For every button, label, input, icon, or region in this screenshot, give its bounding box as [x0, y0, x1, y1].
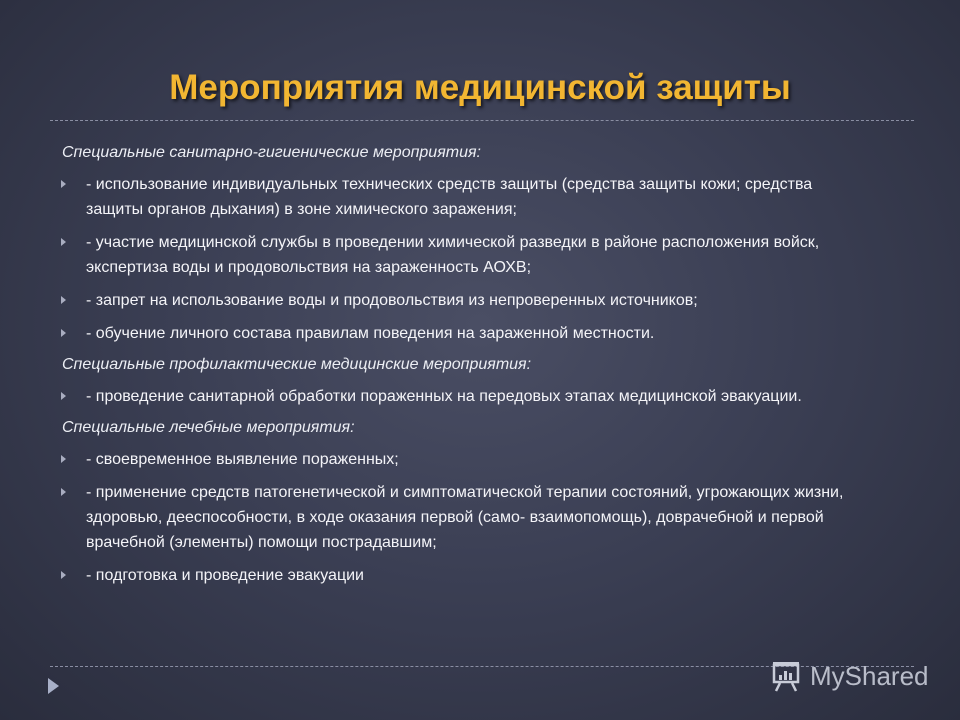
list-item: [62, 230, 872, 280]
list-item: [62, 384, 872, 409]
list-item: [62, 563, 872, 588]
bullet-arrow-icon: [61, 180, 66, 188]
list-item-text: - подготовка и проведение эвакуации: [86, 567, 364, 584]
bullet-arrow-icon: [61, 392, 66, 400]
next-slide-arrow-icon[interactable]: [48, 678, 59, 694]
list-item-text: - своевременное выявление пораженных;: [86, 451, 399, 468]
section-heading: Специальные лечебные мероприятия:: [62, 419, 355, 436]
section-heading: Специальные санитарно-гигиенические мероприятия:: [62, 144, 481, 161]
list-item-text: - проведение санитарной обработки пораженных на передовых этапах медицинской эвакуации.: [86, 388, 802, 405]
bullet-arrow-icon: [61, 329, 66, 337]
list-item: [62, 321, 872, 346]
list-item-text: - применение средств патогенетической и симптоматической терапии состояний, угрожающих жизни, здоровью, дееспособности, в ходе оказания первой (само- взаимопомощь), доврачебной и первой врачебной (элементы) помощи пострадавшим;: [86, 484, 844, 551]
list-item: [62, 480, 872, 555]
list-item: [62, 288, 872, 313]
section-heading: Специальные профилактические медицинские мероприятия:: [62, 356, 532, 373]
list-item-text: - участие медицинской службы в проведении химической разведки в районе расположения войск, экспертиза воды и продовольствия на зараженность АОХВ;: [86, 234, 820, 276]
watermark-text: MyShared: [810, 660, 929, 691]
list-item: [62, 172, 872, 222]
list-item-text: - запрет на использование воды и продовольствия из непроверенных источников;: [86, 292, 698, 309]
title-divider: [50, 120, 914, 121]
bullet-arrow-icon: [61, 238, 66, 246]
slide-title: Мероприятия медицинской защиты: [169, 68, 791, 107]
list-item-text: - использование индивидуальных технических средств защиты (средства защиты кожи; средства защиты органов дыхания) в зоне химического заражения;: [86, 176, 813, 218]
bullet-arrow-icon: [61, 488, 66, 496]
bullet-arrow-icon: [61, 296, 66, 304]
list-item: [62, 447, 872, 472]
presentation-board-icon: [768, 658, 804, 694]
slide-content: [62, 142, 872, 596]
watermark-logo[interactable]: [768, 656, 929, 696]
bullet-arrow-icon: [61, 455, 66, 463]
bullet-arrow-icon: [61, 571, 66, 579]
list-item-text: - обучение личного состава правилам поведения на зараженной местности.: [86, 325, 655, 342]
